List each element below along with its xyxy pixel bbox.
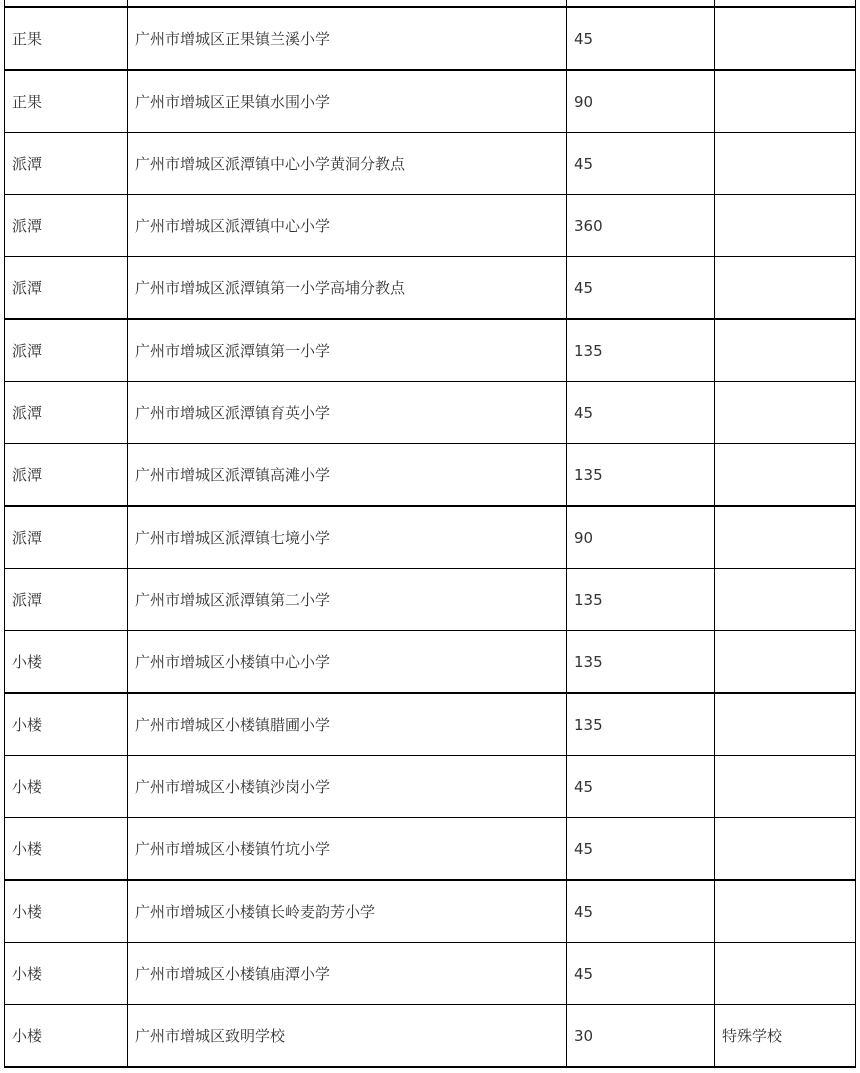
school-name-cell: 广州市增城区致明学校	[128, 1005, 567, 1068]
note-cell	[715, 133, 856, 195]
quota-cell: 360	[567, 195, 715, 257]
quota-cell: 90	[567, 506, 715, 569]
table-row	[5, 693, 856, 756]
quota-cell	[567, 0, 715, 7]
town-cell: 派潭	[5, 506, 128, 569]
table-row	[5, 444, 856, 507]
table-row	[5, 70, 856, 133]
school-name-cell: 广州市增城区派潭镇第二小学	[128, 569, 567, 631]
school-name-cell: 广州市增城区小楼镇竹坑小学	[128, 818, 567, 881]
town-cell: 正果	[5, 70, 128, 133]
school-name-cell: 广州市增城区派潭镇中心小学	[128, 195, 567, 257]
note-cell	[715, 631, 856, 694]
town-cell: 小楼	[5, 943, 128, 1005]
table-row	[5, 7, 856, 70]
town-cell: 小楼	[5, 693, 128, 756]
table-row	[5, 1005, 856, 1068]
table-row	[5, 756, 856, 818]
school-name-cell: 广州市增城区派潭镇育英小学	[128, 382, 567, 444]
note-cell: 特殊学校	[715, 1005, 856, 1068]
table-row	[5, 506, 856, 569]
school-name-cell: 广州市增城区小楼镇腊圃小学	[128, 693, 567, 756]
quota-cell: 45	[567, 7, 715, 70]
table-row	[5, 943, 856, 1005]
note-cell	[715, 569, 856, 631]
note-cell	[715, 506, 856, 569]
school-quota-table-wrapper	[4, 0, 855, 1068]
quota-cell: 45	[567, 382, 715, 444]
note-cell	[715, 0, 856, 7]
school-name-cell: 广州市增城区正果镇水围小学	[128, 70, 567, 133]
table-row	[5, 195, 856, 257]
town-cell: 小楼	[5, 631, 128, 694]
table-row	[5, 0, 856, 7]
town-cell: 派潭	[5, 133, 128, 195]
note-cell	[715, 880, 856, 943]
school-name-cell	[128, 0, 567, 7]
note-cell	[715, 818, 856, 881]
school-name-cell: 广州市增城区正果镇兰溪小学	[128, 7, 567, 70]
school-name-cell: 广州市增城区派潭镇七境小学	[128, 506, 567, 569]
note-cell	[715, 257, 856, 320]
table-row	[5, 880, 856, 943]
school-name-cell: 广州市增城区小楼镇长岭麦韵芳小学	[128, 880, 567, 943]
table-row	[5, 133, 856, 195]
quota-cell: 45	[567, 818, 715, 881]
quota-cell: 135	[567, 569, 715, 631]
quota-cell: 45	[567, 133, 715, 195]
town-cell: 派潭	[5, 569, 128, 631]
town-cell: 小楼	[5, 880, 128, 943]
table-row	[5, 569, 856, 631]
note-cell	[715, 7, 856, 70]
town-cell: 派潭	[5, 195, 128, 257]
town-cell: 派潭	[5, 444, 128, 507]
school-name-cell: 广州市增城区小楼镇中心小学	[128, 631, 567, 694]
note-cell	[715, 70, 856, 133]
quota-cell: 135	[567, 319, 715, 382]
table-row	[5, 382, 856, 444]
note-cell	[715, 444, 856, 507]
town-cell: 小楼	[5, 1005, 128, 1068]
quota-cell: 45	[567, 880, 715, 943]
school-name-cell: 广州市增城区派潭镇中心小学黄洞分教点	[128, 133, 567, 195]
school-name-cell: 广州市增城区派潭镇高滩小学	[128, 444, 567, 507]
quota-cell: 30	[567, 1005, 715, 1068]
school-quota-table	[4, 0, 856, 1068]
town-cell: 派潭	[5, 382, 128, 444]
quota-cell: 45	[567, 756, 715, 818]
school-name-cell: 广州市增城区派潭镇第一小学高埔分教点	[128, 257, 567, 320]
table-row	[5, 319, 856, 382]
note-cell	[715, 693, 856, 756]
quota-cell: 135	[567, 631, 715, 694]
quota-cell: 135	[567, 693, 715, 756]
note-cell	[715, 382, 856, 444]
town-cell: 小楼	[5, 818, 128, 881]
note-cell	[715, 943, 856, 1005]
note-cell	[715, 195, 856, 257]
school-name-cell: 广州市增城区小楼镇沙岗小学	[128, 756, 567, 818]
town-cell: 派潭	[5, 257, 128, 320]
quota-cell: 90	[567, 70, 715, 133]
school-name-cell: 广州市增城区派潭镇第一小学	[128, 319, 567, 382]
quota-cell: 45	[567, 257, 715, 320]
note-cell	[715, 756, 856, 818]
town-cell	[5, 0, 128, 7]
table-row	[5, 818, 856, 881]
note-cell	[715, 319, 856, 382]
quota-cell: 45	[567, 943, 715, 1005]
town-cell: 正果	[5, 7, 128, 70]
table-row	[5, 631, 856, 694]
school-name-cell: 广州市增城区小楼镇庙潭小学	[128, 943, 567, 1005]
quota-cell: 135	[567, 444, 715, 507]
town-cell: 派潭	[5, 319, 128, 382]
table-row	[5, 257, 856, 320]
town-cell: 小楼	[5, 756, 128, 818]
